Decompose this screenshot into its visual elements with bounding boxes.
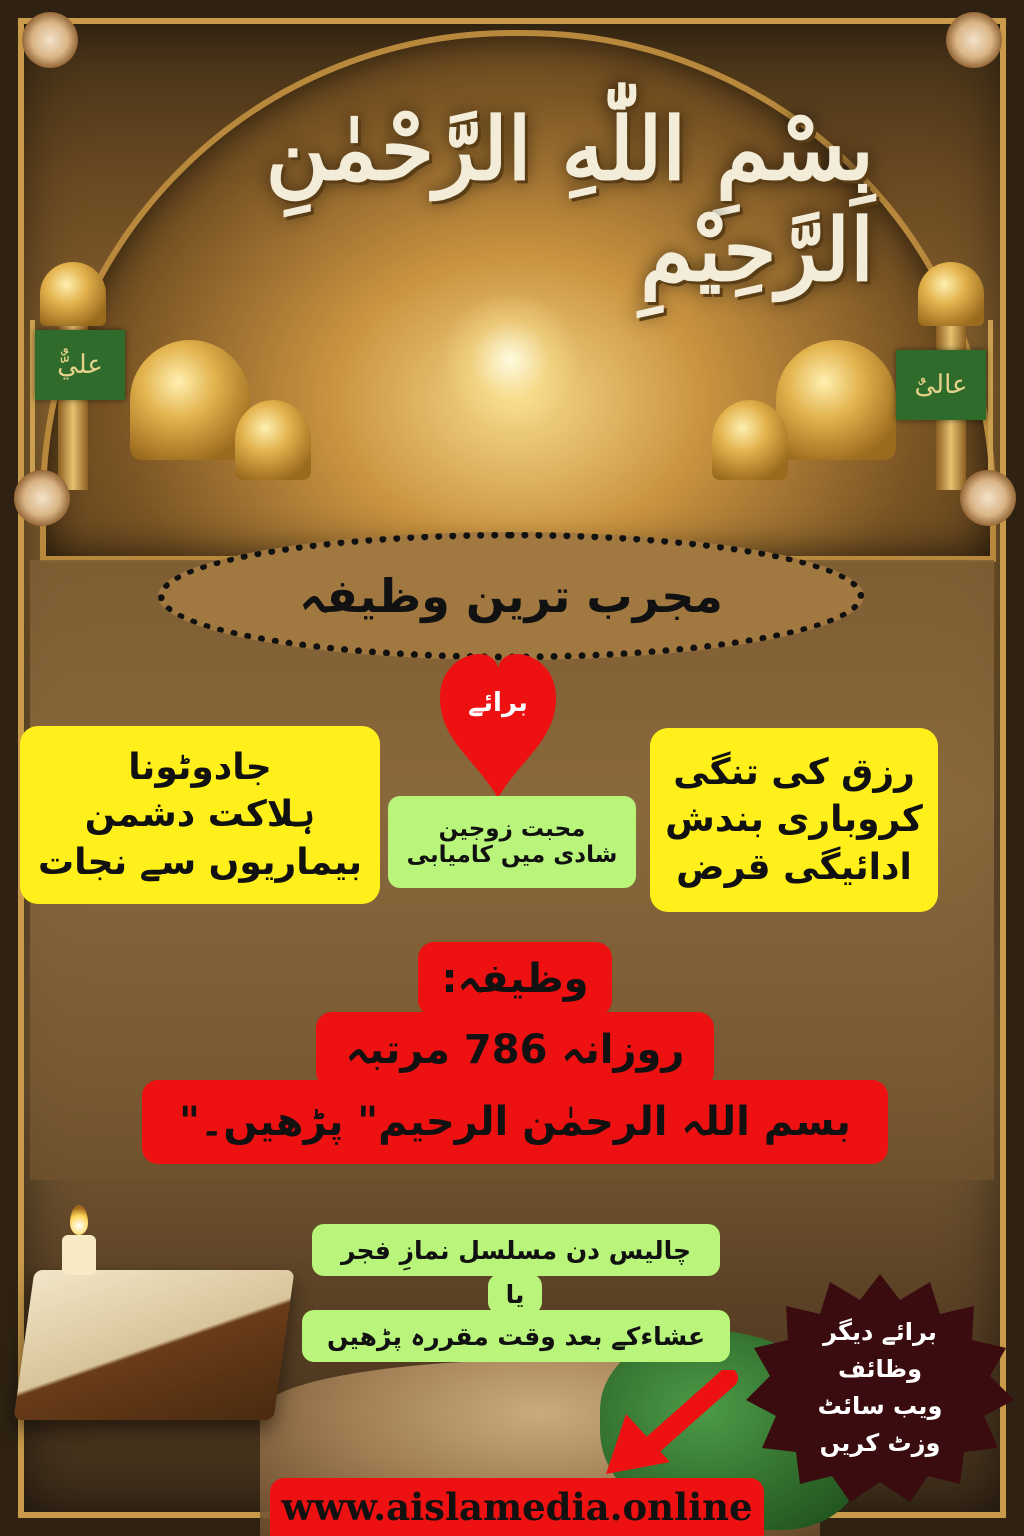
left-benefit-1: جادوٹونا [128,746,272,788]
dome-right-mid [712,400,788,480]
candle-flame-icon [70,1205,88,1235]
flag-left: عليٌّ [35,330,125,400]
website-url: www.aislamedia.online [281,1485,753,1529]
wazifa-heading: وظیفہ: [441,956,589,1002]
arrow-down-left-icon [600,1370,740,1480]
right-benefit-3: ادائیگی قرض [676,846,912,888]
corner-flower-mid-left [14,470,70,526]
title-text: مجرب ترین وظیفہ [299,569,723,623]
left-benefit-3: بیماریوں سے نجات [37,841,363,883]
right-benefits-box [650,728,938,912]
wazifa-line2-box [142,1080,888,1164]
candle [62,1235,96,1275]
dome-right-large [776,340,896,460]
center-benefit-2: شادی میں کامیابی [406,842,618,868]
instruction-line2-box [488,1274,542,1314]
badge-line-1: برائے دیگر [823,1317,937,1346]
wazifa-line2: بسم اللہ الرحمٰن الرحیم" پڑھیں۔" [179,1099,851,1145]
right-benefit-1: رزق کی تنگی [673,751,915,793]
dome-left-large [130,340,250,460]
badge-line-2: وظائف [837,1354,923,1383]
badge-text [744,1270,1016,1506]
dome-left-small [40,262,106,326]
instruction-line2: یا [505,1279,525,1309]
right-benefit-2: کروباری بندش [665,799,923,841]
wazifa-line1-box [316,1012,714,1088]
left-benefits-box [20,726,380,904]
flag-right: عالیٌ [896,350,986,420]
corner-flower-top-left [22,12,78,68]
badge-line-3: ویب سائٹ [817,1392,943,1420]
dome-right-small [918,262,984,326]
left-benefit-2: ہلاکت دشمن [84,794,316,836]
badge-line-4: وزٹ کریں [819,1429,941,1458]
corner-flower-mid-right [960,470,1016,526]
corner-flower-top-right [946,12,1002,68]
flag-pole-right [988,320,993,490]
instruction-line3: عشاءکے بعد وقت مقررہ پڑھیں [326,1321,706,1351]
instruction-line1: چالیس دن مسلسل نمازِ فجر [340,1235,692,1265]
wazifa-line1: روزانہ 786 مرتبہ [345,1027,685,1073]
instruction-line3-box [302,1310,730,1362]
wazifa-heading-box [418,942,612,1016]
center-benefits-box [388,796,636,888]
website-link[interactable] [270,1478,764,1536]
center-benefit-1: محبت زوجین [438,816,586,842]
visit-website-badge[interactable] [744,1270,1016,1506]
heart-badge [436,650,560,800]
quran-book [13,1270,294,1420]
instruction-line1-box [312,1224,720,1276]
bismillah-calligraphy: بِسْمِ اللّٰهِ الرَّحْمٰنِ الرَّحِيْمِ [265,99,874,301]
heart-icon [436,650,560,800]
heart-label: برائے [468,688,528,718]
title-oval [158,532,864,660]
dome-left-mid [235,400,311,480]
light-glow [440,290,580,430]
